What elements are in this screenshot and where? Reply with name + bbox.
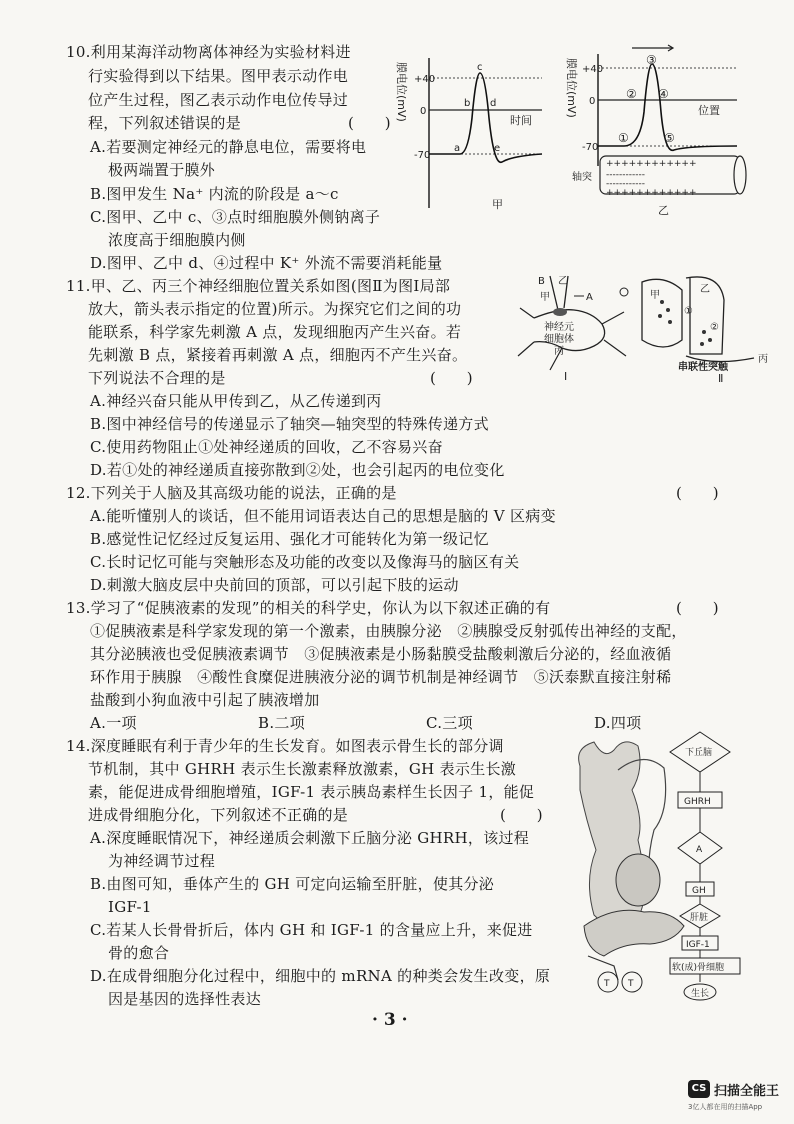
node-cartilage-label: 软(成)骨细胞 xyxy=(672,963,725,973)
neuron-label-neuron: 神经元 xyxy=(544,322,574,333)
q12-option-c: C.长时记忆可能与突触形态及功能的改变以及像海马的脑区有关 xyxy=(90,553,520,571)
q11-option-d: D.若①处的神经递质直接弥散到②处，也会引起丙的电位变化 xyxy=(90,461,505,479)
yi-minus-row-top: ------------ xyxy=(606,170,645,180)
q10-option-a: A.若要测定神经元的静息电位，需要将电 xyxy=(90,138,367,156)
yi-minus-row-bottom: ------------ xyxy=(606,179,645,189)
q10-bracket: ( ) xyxy=(348,114,391,132)
yi-axon-label: 轴突 xyxy=(572,172,592,183)
jia-point-e: e xyxy=(494,143,501,154)
q13-option-c: C.三项 xyxy=(426,714,473,732)
q10-line: 位产生过程，图乙表示动作电位传导过 xyxy=(88,91,349,109)
t-cell-1-label: T xyxy=(604,979,610,989)
scanner-brand-sub: 3亿人都在用的扫描App xyxy=(688,1103,763,1111)
q14-line: 进成骨细胞分化，下列叙述不正确的是 xyxy=(88,806,349,824)
jia-tick-40: +40 xyxy=(414,74,436,85)
figure-jia-action-potential xyxy=(392,48,562,216)
pituitary-illustration xyxy=(616,854,660,906)
node-gh-label: GH xyxy=(692,886,706,896)
jia-point-c: c xyxy=(477,62,483,73)
yi-point-1: ① xyxy=(618,131,629,145)
q13-line: 盐酸到小狗血液中引起了胰液增加 xyxy=(90,691,320,709)
q11-option-b: B.图中神经信号的传递显示了轴突—轴突型的特殊传递方式 xyxy=(90,415,489,433)
jia-tick-70: -70 xyxy=(414,150,431,161)
q11-bracket: ( ) xyxy=(430,369,473,387)
q11-option-a: A.神经兴奋只能从甲传到乙，从乙传递到丙 xyxy=(90,392,382,410)
node-growth-label: 生长 xyxy=(691,989,710,999)
q10-option-a-cont: 极两端置于膜外 xyxy=(108,161,216,179)
q11-option-c: C.使用药物阻止①处神经递质的回收，乙不容易兴奋 xyxy=(90,438,443,456)
q10-option-c: C.图甲、乙中 c、③点时细胞膜外侧钠离子 xyxy=(90,208,381,226)
synapse-jia-terminal xyxy=(642,279,682,347)
q14-option-c: C.若某人长骨骨折后，体内 GH 和 IGF-1 的含量应上升，来促进 xyxy=(90,921,533,939)
figure-yi-propagation xyxy=(562,42,752,242)
yi-point-2: ② xyxy=(626,87,637,101)
yi-plus-row-bottom: ++++++++++++ xyxy=(606,188,697,198)
neuron-label-bing: 丙 xyxy=(554,346,564,357)
q12-option-d: D.刺激大脑皮层中央前回的顶部，可以引起下肢的运动 xyxy=(90,576,459,594)
q12-line: 12.下列关于人脑及其高级功能的说法，正确的是 xyxy=(66,484,397,502)
q11-line: 下列说法不合理的是 xyxy=(88,369,226,387)
neuron-label-yi: 乙 xyxy=(558,276,568,287)
scanner-brand-name: 扫描全能王 xyxy=(714,1084,780,1099)
q12-bracket: ( ) xyxy=(676,484,719,502)
q11-line: 能联系，科学家先刺激 A 点，发现细胞丙产生兴奋。若 xyxy=(88,323,462,341)
synapse-label-bing: 丙 xyxy=(758,354,768,365)
jia-point-b: b xyxy=(464,98,471,109)
q14-line: 节机制，其中 GHRH 表示生长激素释放激素，GH 表示生长激 xyxy=(88,760,517,778)
yi-axon-end xyxy=(734,156,746,194)
q13-line: ①促胰液素是科学家发现的第一个激素，由胰腺分泌 ②胰腺受反射弧传出神经的支配， xyxy=(90,622,687,640)
figure-gh-regulation xyxy=(574,730,756,1002)
q13-line: 环作用于胰腺 ④酸性食糜促进胰液分泌的调节机制是神经调节 ⑤沃泰默直接注射稀 xyxy=(90,668,672,686)
q10-line: 10.利用某海洋动物离体神经为实验材料进 xyxy=(66,43,351,61)
q14-line: 素，能促进成骨细胞增殖，IGF-1 表示胰岛素样生长因子 1，能促 xyxy=(88,783,535,801)
liver-illustration xyxy=(584,910,684,956)
q13-option-d: D.四项 xyxy=(594,714,642,732)
q14-option-b: B.由图可知，垂体产生的 GH 可定向运输至肝脏，使其分泌 xyxy=(90,875,495,893)
q14-option-a-cont: 为神经调节过程 xyxy=(108,852,216,870)
jia-ylabel: 膜电位(mV) xyxy=(395,62,408,122)
synapse-label: 串联性突触 xyxy=(678,362,728,373)
q11-line: 放大，箭头表示指定的位置)所示。为探究它们之间的功 xyxy=(88,300,462,318)
yi-point-3: ③ xyxy=(646,53,657,67)
neuron-zoom-circle xyxy=(620,288,628,296)
figure-neuron-relationship xyxy=(514,270,784,388)
q10-line: 程，下列叙述错误的是 xyxy=(88,114,242,132)
yi-ylabel: 膜电位(mV) xyxy=(565,58,578,118)
q14-option-d: D.在成骨细胞分化过程中，细胞中的 mRNA 的种类会发生改变，原 xyxy=(90,967,551,985)
node-igf1-label: IGF-1 xyxy=(686,940,710,950)
q14-option-d-cont: 因是基因的选择性表达 xyxy=(108,990,262,1008)
synapse-label-1: ① xyxy=(684,306,693,317)
yi-point-4: ④ xyxy=(658,87,669,101)
synapse-label-jia: 甲 xyxy=(650,290,660,301)
neuron-label-b: B xyxy=(538,276,545,287)
yi-tick-70: -70 xyxy=(582,142,599,153)
neuron-terminal xyxy=(553,308,567,316)
t-cell-2-label: T xyxy=(628,979,634,989)
synapse-label-yi: 乙 xyxy=(700,284,710,295)
q13-option-a: A.一项 xyxy=(90,714,137,732)
q12-option-b: B.感觉性记忆经过反复运用、强化才可能转化为第一级记忆 xyxy=(90,530,489,548)
neuron-caption-1: Ⅰ xyxy=(564,370,568,383)
q13-line: 13.学习了“促胰液素的发现”的相关的科学史，你认为以下叙述正确的有 xyxy=(66,599,551,617)
neuron-label-jia: 甲 xyxy=(540,292,550,303)
yi-tick-0: 0 xyxy=(589,96,596,107)
scanner-logo-icon: CS xyxy=(688,1080,710,1098)
q14-option-a: A.深度睡眠情况下，神经递质会刺激下丘脑分泌 GHRH，该过程 xyxy=(90,829,530,847)
yi-point-5: ⑤ xyxy=(664,131,675,145)
q11-line: 11.甲、乙、丙三个神经细胞位置关系如图(图Ⅱ为图Ⅰ局部 xyxy=(66,277,451,295)
jia-point-d: d xyxy=(490,98,497,109)
q14-line: 14.深度睡眠有利于青少年的生长发育。如图表示骨生长的部分调 xyxy=(66,737,504,755)
q11-line: 先刺激 B 点，紧接着再刺激 A 点，细胞丙不产生兴奋。 xyxy=(88,346,468,364)
jia-tick-0: 0 xyxy=(420,106,427,117)
q13-line: 其分泌胰液也受促胰液素调节 ③促胰液素是小肠黏膜受盐酸刺激后分泌的，经血液循 xyxy=(90,645,672,663)
node-a-label: A xyxy=(696,845,703,855)
jia-caption: 甲 xyxy=(492,198,503,211)
q14-bracket: ( ) xyxy=(500,806,543,824)
neuron-label-soma: 细胞体 xyxy=(544,334,574,345)
yi-tick-40: +40 xyxy=(582,64,604,75)
neuron-label-a: A xyxy=(586,292,593,303)
yi-caption: 乙 xyxy=(658,204,669,217)
node-ghrh-label: GHRH xyxy=(684,797,711,807)
yi-plus-row-top: ++++++++++++ xyxy=(606,159,697,169)
yi-xlabel: 位置 xyxy=(698,104,720,117)
q10-option-d: D.图甲、乙中 d、④过程中 K⁺ 外流不需要消耗能量 xyxy=(90,254,443,272)
node-liver-label: 肝脏 xyxy=(690,913,709,923)
q12-option-a: A.能听懂别人的谈话，但不能用词语表达自己的思想是脑的 V 区病变 xyxy=(90,507,556,525)
q14-option-c-cont: 骨的愈合 xyxy=(108,944,170,962)
jia-xlabel: 时间 xyxy=(510,114,532,127)
q13-option-b: B.二项 xyxy=(258,714,305,732)
synapse-label-2: ② xyxy=(710,322,719,333)
synapse-bing-membrane xyxy=(686,356,754,362)
q14-option-b-cont: IGF-1 xyxy=(108,898,152,916)
q10-option-b: B.图甲发生 Na⁺ 内流的阶段是 a～c xyxy=(90,185,339,203)
node-hypothalamus-label: 下丘脑 xyxy=(685,748,713,758)
q13-bracket: ( ) xyxy=(676,599,719,617)
neuron-caption-2: Ⅱ xyxy=(718,372,724,385)
jia-point-a: a xyxy=(454,143,461,154)
page-number: · 3 · xyxy=(372,1010,408,1030)
q10-option-c-cont: 浓度高于细胞膜内侧 xyxy=(108,231,246,249)
q10-line: 行实验得到以下结果。图甲表示动作电 xyxy=(88,67,349,85)
